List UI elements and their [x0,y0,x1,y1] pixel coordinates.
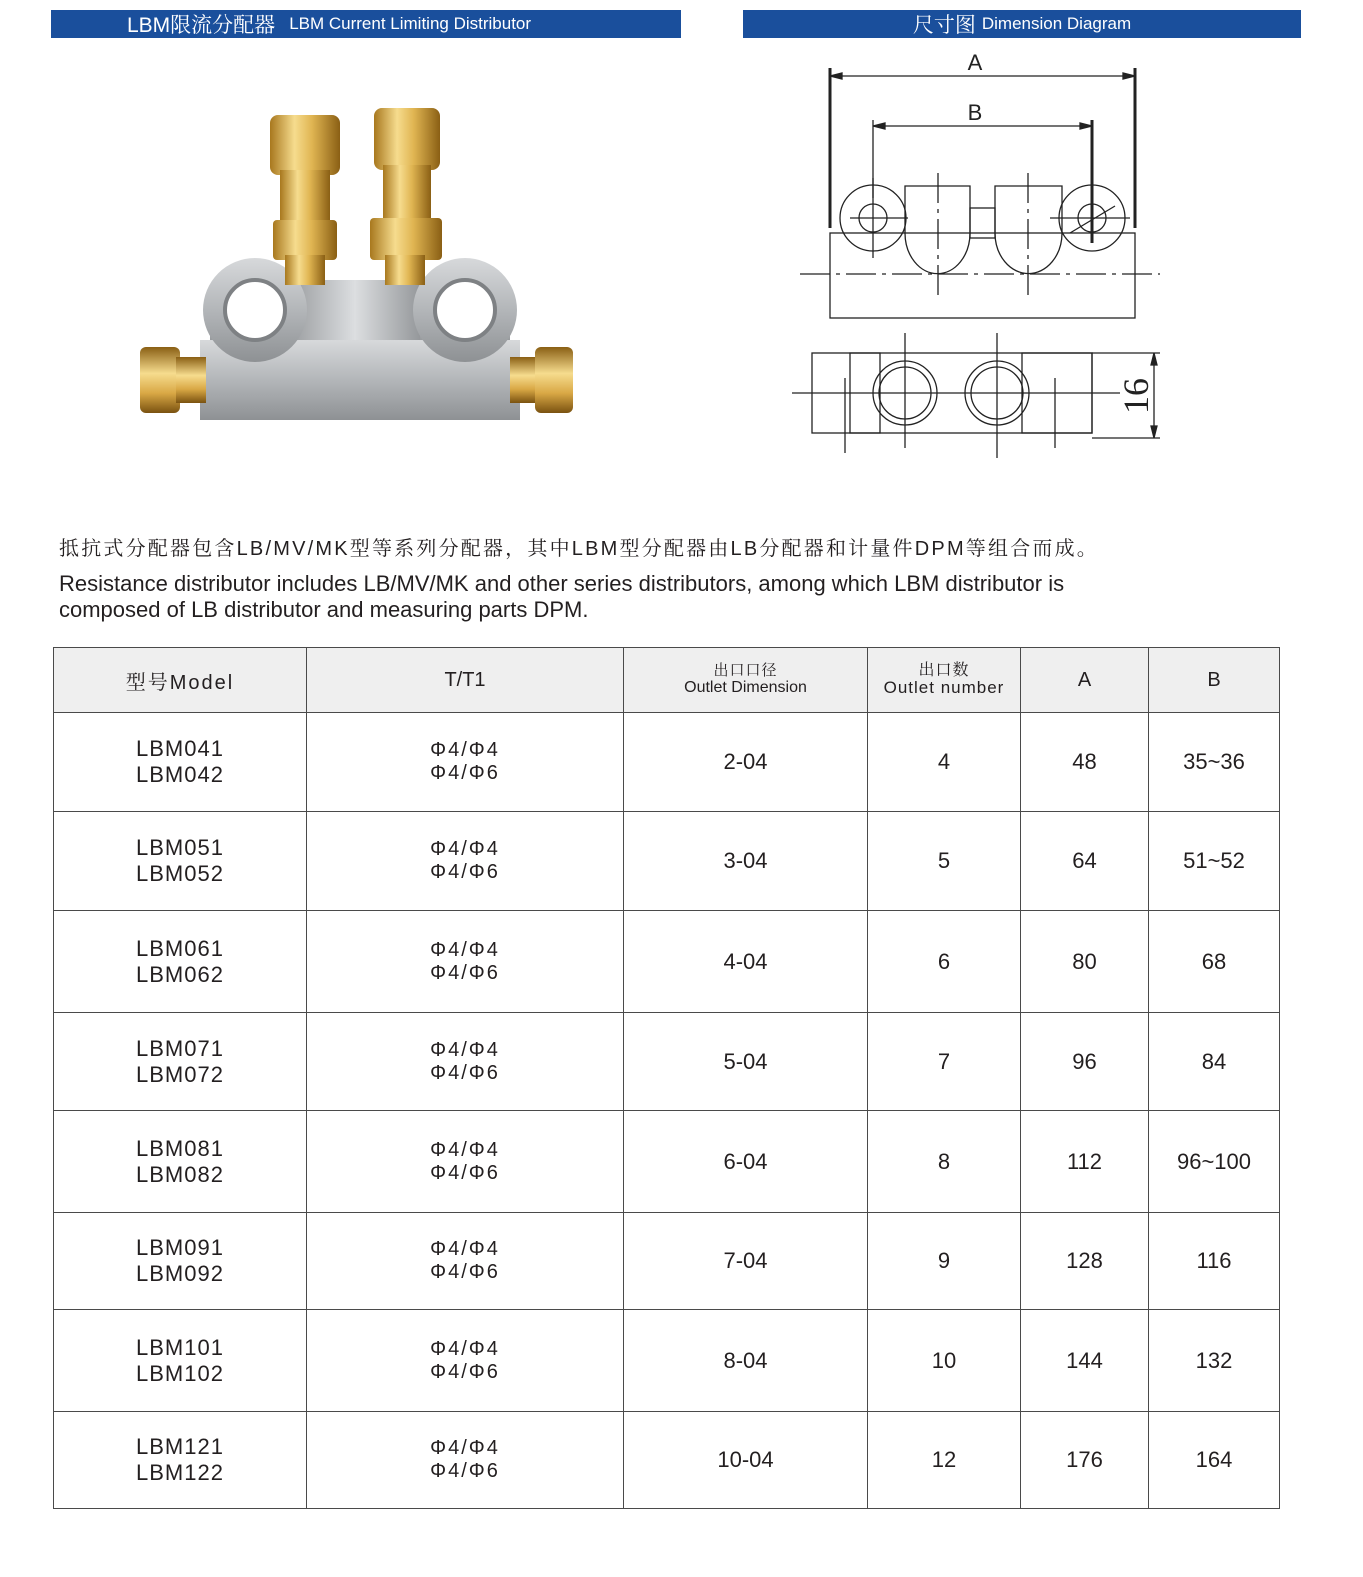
outlet-dimension-cell: 5-04 [624,1013,868,1111]
outlet-number-cell: 6 [868,911,1021,1013]
b-cell: 84 [1149,1013,1280,1111]
diagram-label-a: A [967,50,983,75]
model-cell [54,713,307,812]
outlet-number-cell: 9 [868,1213,1021,1310]
table-row [54,1310,1280,1412]
table-row [54,1111,1280,1213]
tt-value: Φ4/Φ6 [430,762,500,784]
b-cell: 68 [1149,911,1280,1013]
a-cell: 80 [1021,911,1149,1013]
product-title-en: LBM Current Limiting Distributor [289,14,532,33]
model-code: LBM102 [136,1360,224,1386]
tt-cell [307,1013,624,1111]
a-cell: 128 [1021,1213,1149,1310]
a-cell: 112 [1021,1111,1149,1213]
b-cell: 116 [1149,1213,1280,1310]
outlet-number-cell: 4 [868,713,1021,812]
outlet-dimension-cell: 7-04 [624,1213,868,1310]
outlet-dimension-cell: 8-04 [624,1310,868,1412]
outlet-number-cell: 10 [868,1310,1021,1412]
dimension-title-en: Dimension Diagram [981,14,1132,33]
table-row [54,1213,1280,1310]
header-b: B [1149,648,1280,713]
dimension-diagram-banner [743,10,1301,38]
tt-value: Φ4/Φ4 [430,1138,500,1161]
model-code: LBM061 [136,935,224,961]
product-title-banner [51,10,681,38]
tt-cell [307,812,624,911]
tt-value: Φ4/Φ4 [430,838,500,860]
model-code: LBM082 [136,1161,224,1187]
tt-value: Φ4/Φ6 [430,1460,500,1482]
model-code: LBM041 [136,736,224,761]
tt-value: Φ4/Φ4 [430,739,500,761]
header-outlet-number-en: Outlet number [883,678,1005,697]
model-code: LBM122 [136,1460,224,1485]
b-cell: 164 [1149,1412,1280,1509]
diagram-label-b: B [967,100,983,125]
outlet-number-cell: 7 [868,1013,1021,1111]
tt-value: Φ4/Φ6 [430,1360,500,1383]
description-en [59,571,1299,623]
model-code: LBM091 [136,1235,224,1260]
tt-cell [307,1213,624,1310]
model-cell [54,1310,307,1412]
model-code: LBM092 [136,1261,224,1286]
model-cell [54,1412,307,1509]
outlet-number-cell: 5 [868,812,1021,911]
outlet-number-cell: 8 [868,1111,1021,1213]
model-code: LBM121 [136,1434,224,1459]
outlet-dimension-cell: 2-04 [624,713,868,812]
outlet-dimension-cell: 6-04 [624,1111,868,1213]
dimension-title-cn: 尺寸图 [912,14,976,37]
dimension-diagram [790,48,1170,468]
model-cell [54,812,307,911]
tt-value: Φ4/Φ6 [430,1161,500,1184]
tt-value: Φ4/Φ4 [430,1337,500,1360]
header-outlet-dimension-en: Outlet Dimension [684,679,807,696]
model-code: LBM072 [136,1061,224,1087]
tt-value: Φ4/Φ6 [430,1061,500,1084]
b-cell: 132 [1149,1310,1280,1412]
model-spec-table [53,647,1280,1509]
outlet-number-cell: 12 [868,1412,1021,1509]
product-photo [140,100,580,430]
table-row [54,1013,1280,1111]
model-cell [54,1111,307,1213]
outlet-dimension-cell: 4-04 [624,911,868,1013]
model-cell [54,1213,307,1310]
model-cell [54,911,307,1013]
a-cell: 48 [1021,713,1149,812]
tt-value: Φ4/Φ4 [430,938,500,961]
tt-value: Φ4/Φ4 [430,1437,500,1459]
table-row [54,1412,1280,1509]
model-code: LBM042 [136,762,224,787]
tt-value: Φ4/Φ4 [430,1038,500,1061]
tt-value: Φ4/Φ6 [430,1261,500,1283]
header-tt: T/T1 [307,648,624,713]
table-header-row [54,648,1280,713]
a-cell: 144 [1021,1310,1149,1412]
description-en-line2: composed of LB distributor and measuring parts DPM. [59,597,589,622]
header-a: A [1021,648,1149,713]
b-cell: 35~36 [1149,713,1280,812]
model-code: LBM052 [136,861,224,886]
tt-cell [307,1310,624,1412]
tt-cell [307,1412,624,1509]
tt-value: Φ4/Φ6 [430,961,500,984]
outlet-dimension-cell: 10-04 [624,1412,868,1509]
tt-cell [307,713,624,812]
a-cell: 96 [1021,1013,1149,1111]
b-cell: 96~100 [1149,1111,1280,1213]
model-code: LBM101 [136,1334,224,1360]
table-row [54,713,1280,812]
model-code: LBM051 [136,835,224,860]
header-outlet-number [868,648,1021,713]
diagram-label-height: 16 [1116,378,1156,414]
model-code: LBM081 [136,1135,224,1161]
table-row [54,812,1280,911]
header-model: 型号Model [54,648,307,713]
tt-value: Φ4/Φ6 [430,861,500,883]
header-outlet-dimension [624,648,868,713]
header-outlet-dimension-cn: 出口口径 [713,662,778,679]
header-outlet-number-cn: 出口数 [918,662,970,679]
model-code: LBM071 [136,1035,224,1061]
description-en-line1: Resistance distributor includes LB/MV/MK and other series distributors, among which LBM distributor is [59,571,1065,596]
model-cell [54,1013,307,1111]
tt-value: Φ4/Φ4 [430,1238,500,1260]
a-cell: 64 [1021,812,1149,911]
a-cell: 176 [1021,1412,1149,1509]
model-code: LBM062 [136,961,224,987]
table-row [54,911,1280,1013]
description-cn: 抵抗式分配器包含LB/MV/MK型等系列分配器，其中LBM型分配器由LB分配器和计量件DPM等组合而成。 [59,538,1100,560]
b-cell: 51~52 [1149,812,1280,911]
product-title-cn: LBM限流分配器 [127,14,276,37]
description [59,535,1299,623]
tt-cell [307,1111,624,1213]
tt-cell [307,911,624,1013]
outlet-dimension-cell: 3-04 [624,812,868,911]
